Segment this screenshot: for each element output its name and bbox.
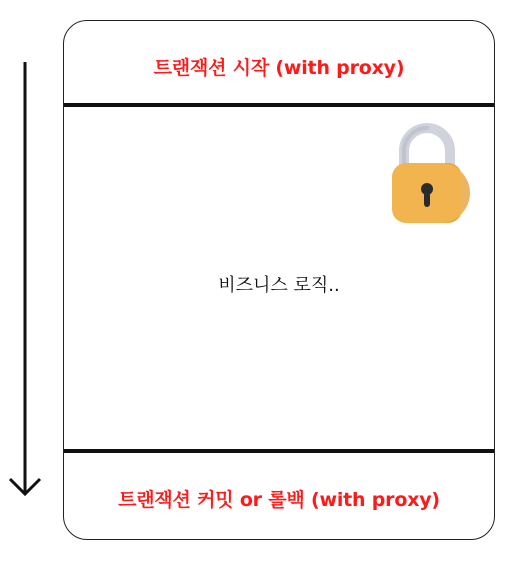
transaction-box: [63, 20, 495, 540]
transaction-start-label: 트랜잭션 시작 (with proxy): [153, 57, 405, 79]
top-divider: [64, 103, 494, 107]
flow-direction-arrow: [0, 0, 60, 572]
business-logic-label: 비즈니스 로직..: [218, 275, 340, 296]
transaction-end-label: 트랜잭션 커밋 or 롤백 (with proxy): [118, 489, 440, 511]
bottom-divider: [64, 449, 494, 453]
lock-icon: [382, 117, 472, 233]
